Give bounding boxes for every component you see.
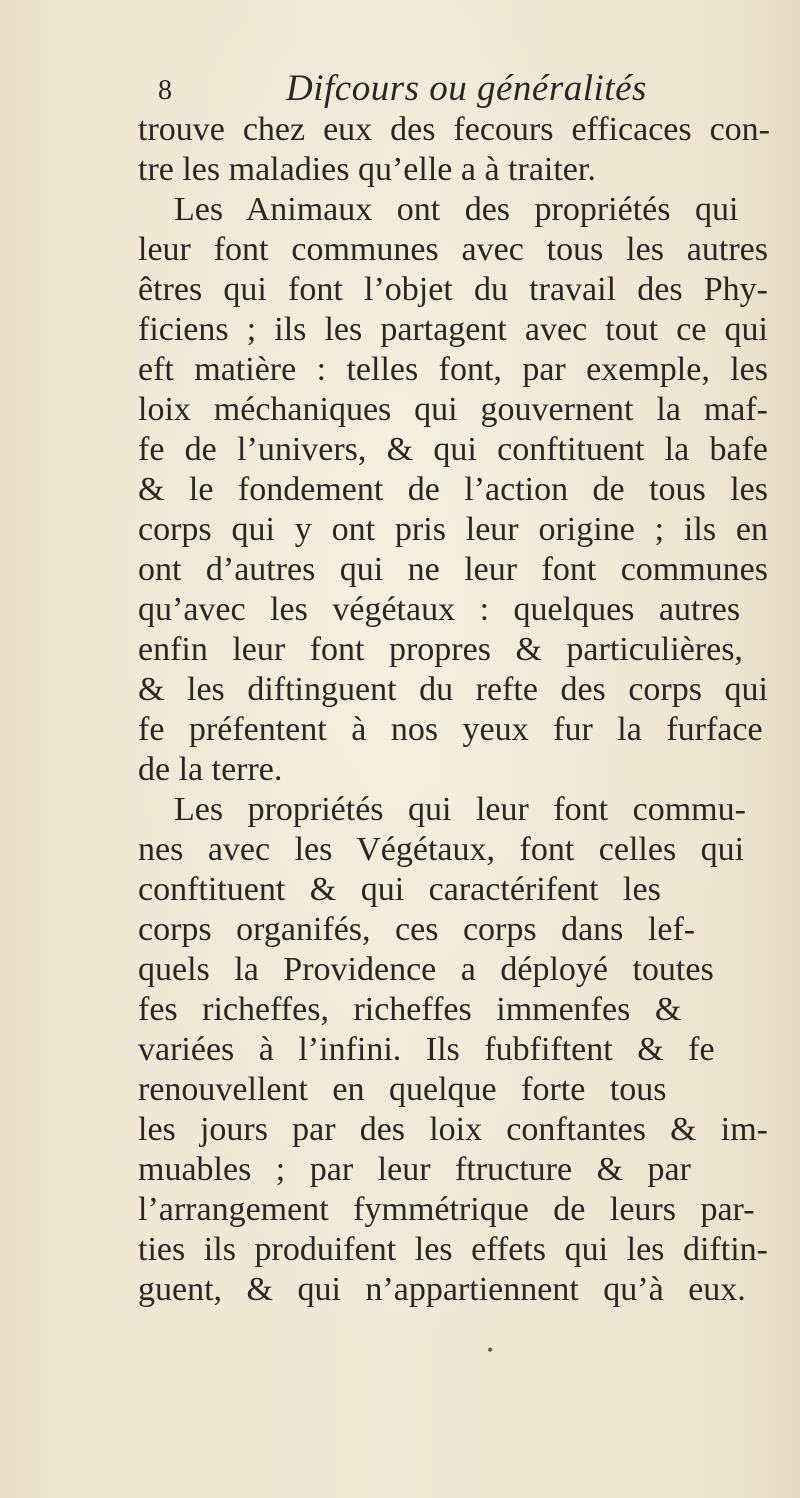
text-line: fes richeffes, richeffes immenfes & [138,991,682,1028]
text-line: l’arrangement fymmétrique de leurs par- [138,1191,755,1228]
text-line: de la terre. [138,751,283,788]
text-line: qu’avec les végétaux : quelques autres [138,591,741,628]
text-line: fe préfentent à nos yeux fur la furface [138,711,763,748]
text-line: ficiens ; ils les partagent avec tout ce qui [138,311,768,348]
text-line: & les diftinguent du refte des corps qui [138,671,768,708]
text-line: trouve chez eux des fecours efficaces con- [138,111,770,148]
paragraph-start-line: Les propriétés qui leur font commu- [174,791,746,828]
text-line: fe de l’univers, & qui conftituent la bafe [138,431,768,468]
text-line: nes avec les Végétaux, font celles qui [138,831,745,868]
text-line: renouvellent en quelque forte tous [138,1071,667,1108]
text-line: êtres qui font l’objet du travail des Phy- [138,271,768,308]
text-line: tre les maladies qu’elle a à traiter. [138,151,596,188]
page-number: 8 [158,75,172,106]
text-line: guent, & qui n’appartiennent qu’à eux. [138,1271,746,1308]
ink-speck: • [487,1340,494,1360]
text-line: conftituent & qui caractérifent les [138,871,661,908]
paragraph-start-line: Les Animaux ont des propriétés qui [174,191,739,228]
text-line: & le fondement de l’action de tous les [138,471,768,508]
text-line: les jours par des loix conftantes & im- [138,1111,768,1148]
text-line: leur font communes avec tous les autres [138,231,768,268]
text-line: enfin leur font propres & particulières, [138,631,743,668]
running-title: Difcours ou généralités [286,68,647,109]
text-line: eft matière : telles font, par exemple, les [138,351,768,388]
text-line: quels la Providence a déployé toutes [138,951,714,988]
text-line: corps organifés, ces corps dans lef- [138,911,696,948]
text-line: ont d’autres qui ne leur font communes [138,551,768,588]
text-line: loix méchaniques qui gouvernent la maf- [138,391,768,428]
text-line: muables ; par leur ftructure & par [138,1151,691,1188]
text-line: variées à l’infini. Ils fubfiftent & fe [138,1031,715,1068]
text-line: corps qui y ont pris leur origine ; ils en [138,511,768,548]
page-header [158,66,678,116]
text-line: ties ils produifent les effets qui les diftin- [138,1231,768,1268]
